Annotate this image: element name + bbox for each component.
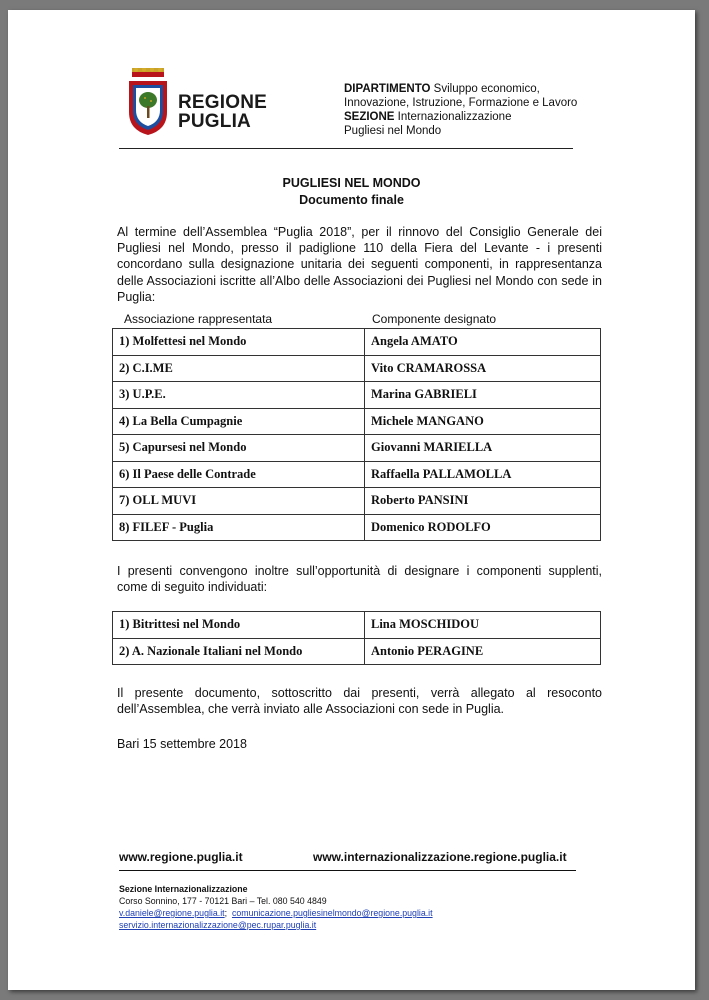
member-cell: Domenico RODOLFO	[365, 514, 601, 541]
footer-address: Corso Sonnino, 177 - 70121 Bari – Tel. 080 540 4849	[119, 896, 327, 906]
member-cell: Raffaella PALLAMOLLA	[365, 461, 601, 488]
footer-pec	[119, 920, 316, 931]
document-page	[8, 10, 695, 990]
footer-link-internazionalizzazione[interactable]: www.internazionalizzazione.regione.puglia.it	[313, 850, 567, 864]
dept-line-4: Pugliesi nel Mondo	[344, 125, 442, 137]
column-header-association: Associazione rappresentata	[124, 312, 273, 326]
footer-emails: v.daniele@regione.puglia.it; comunicazione.pugliesinelmondo@regione.puglia.it	[119, 908, 433, 918]
footer-section-name: Sezione Internazionalizzazione	[119, 884, 248, 894]
substitute-row	[113, 638, 601, 665]
email-link-pec[interactable]: servizio.internazionalizzazione@pec.rupar.puglia.it	[119, 920, 317, 930]
association-cell: 7) OLL MUVI	[113, 488, 365, 515]
member-row	[113, 382, 601, 409]
member-cell: Lina MOSCHIDOU	[365, 612, 601, 639]
member-row	[113, 514, 601, 541]
association-cell: 6) Il Paese delle Contrade	[113, 461, 365, 488]
column-header-member: Componente designato	[372, 312, 497, 326]
document-date: Bari 15 settembre 2018	[117, 737, 247, 751]
footer-divider	[119, 870, 576, 871]
member-cell: Vito CRAMAROSSA	[365, 355, 601, 382]
logo-text-regione: REGIONE	[178, 92, 268, 113]
regione-puglia-logo	[126, 68, 266, 138]
footer-link-regione[interactable]: www.regione.puglia.it	[119, 850, 243, 864]
substitute-row	[113, 612, 601, 639]
dept-line-2: Innovazione, Istruzione, Formazione e Lavoro	[344, 97, 578, 109]
member-cell: Michele MANGANO	[365, 408, 601, 435]
member-cell: Roberto PANSINI	[365, 488, 601, 515]
association-cell: 2) A. Nazionale Italiani nel Mondo	[113, 638, 365, 665]
department-header	[344, 82, 584, 138]
association-cell: 1) Bitrittesi nel Mondo	[113, 612, 365, 639]
association-cell: 4) La Bella Cumpagnie	[113, 408, 365, 435]
dept-line-3: SEZIONE Internazionalizzazione	[344, 111, 512, 123]
header-divider	[119, 148, 573, 149]
association-cell: 8) FILEF - Puglia	[113, 514, 365, 541]
member-cell: Giovanni MARIELLA	[365, 435, 601, 462]
document-subtitle: Documento finale	[299, 193, 404, 207]
association-cell: 3) U.P.E.	[113, 382, 365, 409]
association-cell: 5) Capursesi nel Mondo	[113, 435, 365, 462]
member-row	[113, 355, 601, 382]
member-cell: Angela AMATO	[365, 329, 601, 356]
association-cell: 2) C.I.ME	[113, 355, 365, 382]
logo-text-puglia: PUGLIA	[178, 111, 251, 132]
substitutes-table	[112, 611, 601, 665]
intro-paragraph: Al termine dell’Assemblea “Puglia 2018”, per il rinnovo del Consiglio Generale dei Pugliesi nel Mondo, presso il padiglione 110 della Fiera del Levante - i presenti concordano sulla designazione unitaria dei seguenti componenti, in rappresentanza delle Associazioni iscritte all’Albo delle Associazioni dei Pugliesi nel Mondo con sede in Puglia:	[117, 225, 602, 304]
coat-of-arms-icon	[126, 68, 170, 136]
members-table	[112, 328, 601, 541]
document-title: PUGLIESI NEL MONDO	[282, 176, 421, 190]
member-row	[113, 435, 601, 462]
member-row	[113, 329, 601, 356]
member-cell: Marina GABRIELI	[365, 382, 601, 409]
closing-paragraph: Il presente documento, sottoscritto dai presenti, verrà allegato al resoconto dell’Assemblea, che verrà inviato alle Associazioni con sede in Puglia.	[117, 686, 602, 717]
member-row	[113, 488, 601, 515]
member-cell: Antonio PERAGINE	[365, 638, 601, 665]
email-link-daniele[interactable]: v.daniele@regione.puglia.it	[119, 908, 225, 918]
email-link-comunicazione[interactable]: comunicazione.pugliesinelmondo@regione.puglia.it	[231, 908, 433, 918]
member-row	[113, 408, 601, 435]
substitutes-paragraph: I presenti convengono inoltre sull’opportunità di designare i componenti supplenti, come di seguito individuati:	[117, 564, 602, 595]
association-cell: 1) Molfettesi nel Mondo	[113, 329, 365, 356]
member-row	[113, 461, 601, 488]
dept-line-1: DIPARTIMENTO Sviluppo economico,	[344, 83, 540, 95]
